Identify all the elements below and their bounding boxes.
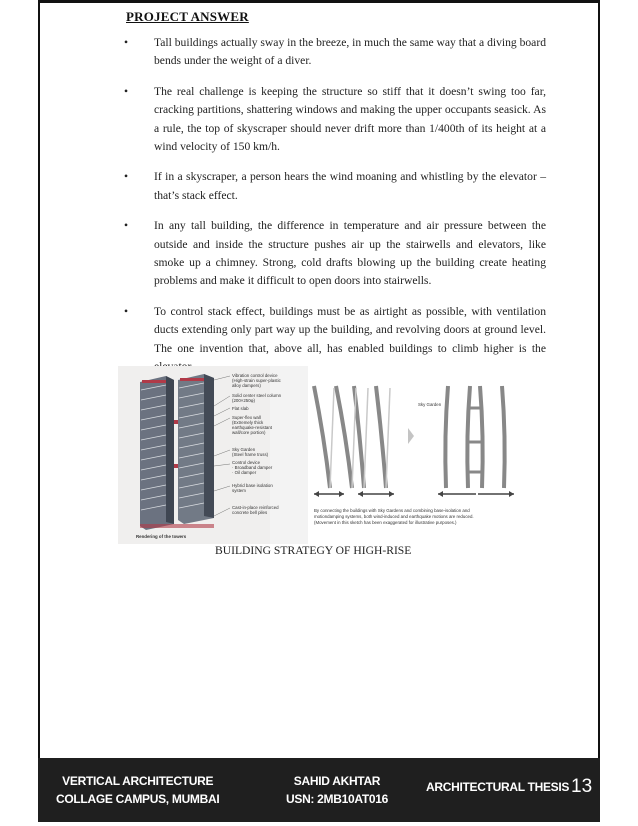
section-heading: PROJECT ANSWER [126, 9, 249, 24]
label-vibration-device-2: (High-strain super-plastic [232, 378, 281, 383]
label-flat-slab: Flat slab [232, 406, 249, 411]
bullet-item [122, 83, 546, 157]
footer-project-title: VERTICAL ARCHITECTURE [62, 774, 214, 788]
note-line-3: (Movement in this sketch has been exaggerated for illustrative purposes.) [314, 520, 457, 525]
building-strategy-figure [118, 366, 544, 544]
label-control-device-3: · Oil damper [232, 470, 257, 475]
bullet-text: The real challenge is keeping the structure so stiff that it doesn’t swing too far, cracking partitions, shattering windows and making the upper occupants seasick. As a rule, the top of skyscraper should never drift more than 1/400th of its height at a wind velocity of 150 km/h. [154, 84, 546, 154]
bullet-text: In any tall building, the difference in temperature and air pressure between the outside and inside the structure pushes air up the stairwells and elevators, like smoke up a chimney. Strong, cold drafts blowing up the building create heating problems and make it difficult to open doors into stairwells. [154, 219, 546, 288]
footer-author [286, 772, 388, 808]
bullet-marker: • [124, 36, 129, 49]
note-line-1: By connecting the buildings with Sky Gardens and combining base-isolation and [314, 508, 470, 513]
bullet-item [122, 34, 546, 71]
label-super-flex-wall: Super-flex wall [232, 415, 261, 420]
label-control-device-2: · Broadband damper [232, 465, 273, 470]
bullet-text: To control stack effect, buildings must be as airtight as possible, with ventilation ducts extending only part way up the building, and revolving doors at ground level. The one invention that, above all, has enabled buildings to climb higher is the [154, 304, 546, 355]
label-sky-garden: Sky Garden [232, 447, 256, 452]
sky-garden-label: Sky Garden [418, 402, 442, 407]
footer-thesis-label: ARCHITECTURAL THESIS [426, 780, 570, 794]
label-base-isolation-2: system [232, 488, 246, 493]
footer-bar [38, 758, 600, 822]
bullet-marker: • [124, 219, 129, 233]
bullet-text: Tall buildings actually sway in the breeze, in much the same way that a diving board bends under the weight of a diver. [154, 36, 546, 68]
page-number: 13 [571, 776, 593, 797]
label-vibration-device-3: alloy dampers) [232, 383, 261, 388]
label-center-column: Solid center steel column [232, 393, 282, 398]
tower-rendering [118, 366, 282, 544]
footer-project [56, 772, 219, 808]
bullet-marker: • [124, 304, 129, 318]
bullet-item [122, 217, 546, 291]
footer-author-usn: USN: 2MB10AT016 [286, 792, 388, 806]
rendering-caption: Rendering of the towers [136, 534, 187, 539]
bullet-item [122, 168, 546, 205]
label-vibration-device: Vibration control device [232, 373, 278, 378]
label-super-flex-wall-4: wall/core portion) [232, 430, 266, 435]
footer-project-subtitle: COLLAGE CAMPUS, MUMBAI [56, 792, 220, 806]
label-sky-garden-2: (Steel frame truss) [232, 452, 269, 457]
label-bell-piles-2: concrete bell piles [232, 510, 268, 515]
label-bell-piles: Cast-in-place reinforced [232, 505, 279, 510]
label-super-flex-wall-3: earthquake-resistant [232, 425, 273, 430]
label-center-column-2: (200×250φ) [232, 398, 255, 403]
figure-illustration [118, 366, 544, 544]
bullet-marker: • [124, 170, 129, 184]
note-line-2: motiondamping systems, both wind-induced and earthquake motions are reduced. [314, 514, 474, 519]
sway-diagram [308, 366, 544, 544]
label-base-isolation: Hybrid base isolation [232, 483, 273, 488]
label-super-flex-wall-2: (Extremely thick [232, 420, 264, 425]
figure-caption: BUILDING STRATEGY OF HIGH-RISE [215, 544, 412, 557]
bullet-marker: • [124, 84, 129, 98]
bullet-text: If in a skyscraper, a person hears the wind moaning and whistling by the elevator – that’s stack effect. [154, 170, 546, 202]
bullet-list [122, 34, 546, 389]
footer-author-name: SAHID AKHTAR [293, 774, 381, 788]
label-control-device: Control device [232, 460, 261, 465]
